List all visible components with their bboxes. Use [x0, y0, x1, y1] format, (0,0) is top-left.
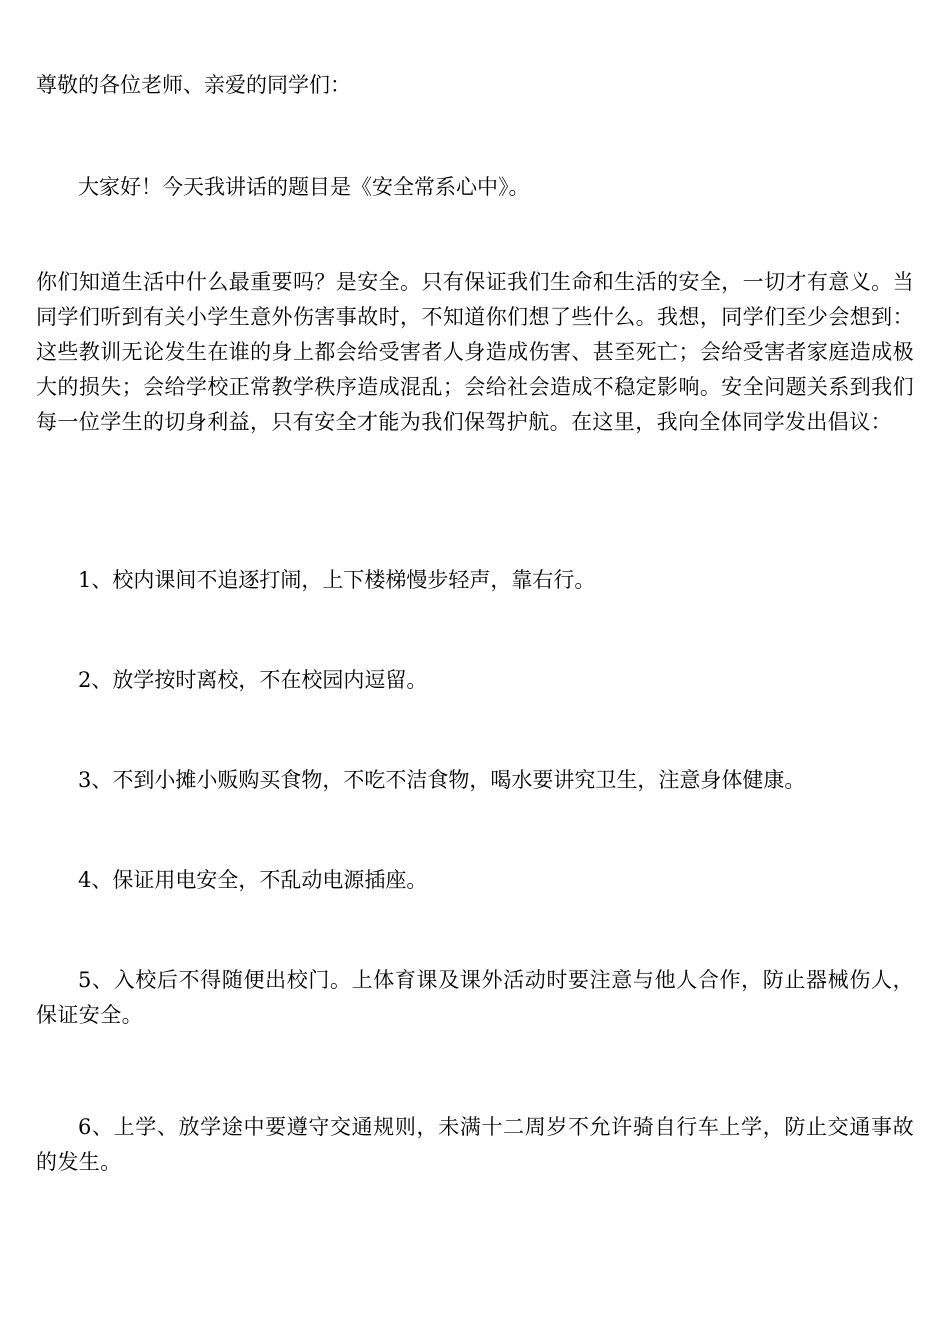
- list-item: 1、校内课间不追逐打闹，上下楼梯慢步轻声，靠右行。: [78, 568, 596, 592]
- body-paragraph: 你们知道生活中什么最重要吗？是安全。只有保证我们生命和生活的安全，一切才有意义。当同学们听到有关小学生意外伤害事故时，不知道你们想了些什么。我想，同学们至少会想到：这些教训无论发生在谁的身上都会给受害者人身造成伤害、甚至死亡；会给受害者家庭造成极大的损失；会给学校正常教学秩序造成混乱；会给社会造成不稳定影响。安全问题关系到我们每一位学生的切身利益，只有安全才能为我们保驾护航。在这里，我向全体同学发出倡议：: [36, 270, 914, 434]
- list-item: 4、保证用电安全，不乱动电源插座。: [78, 868, 428, 892]
- salutation: 尊敬的各位老师、亲爱的同学们：: [36, 73, 351, 97]
- list-item: 3、不到小摊小贩购买食物，不吃不洁食物，喝水要讲究卫生，注意身体健康。: [78, 768, 806, 792]
- greeting: 大家好！今天我讲话的题目是《安全常系心中》。: [78, 175, 530, 199]
- list-item: 5、入校后不得随便出校门。上体育课及课外活动时要注意与他人合作，防止器械伤人，保证安全。: [36, 968, 914, 1027]
- list-item: 2、放学按时离校，不在校园内逗留。: [78, 668, 428, 692]
- list-item: 6、上学、放学途中要遵守交通规则，未满十二周岁不允许骑自行车上学，防止交通事故的发生。: [36, 1115, 914, 1174]
